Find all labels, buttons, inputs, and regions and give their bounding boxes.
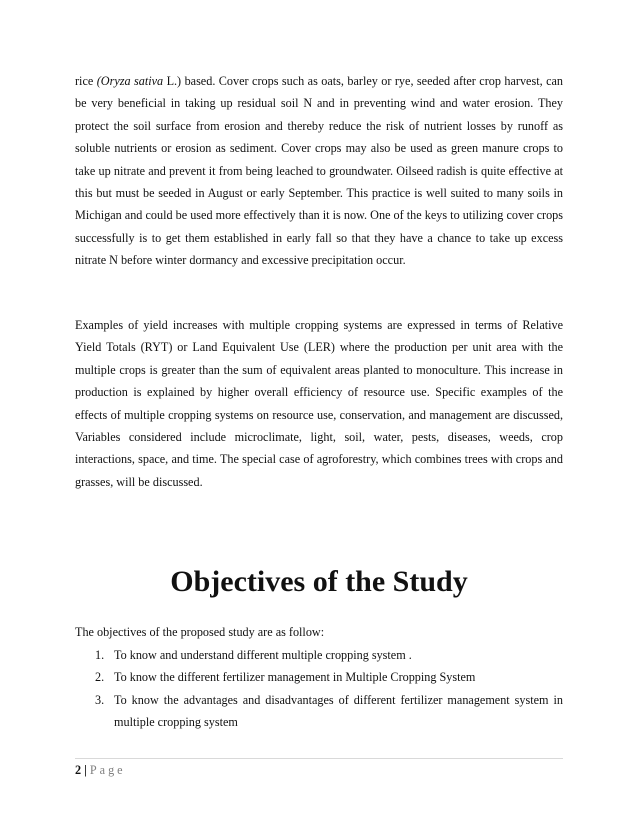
footer-separator: |: [84, 763, 87, 777]
list-item-number: 2.: [95, 670, 105, 685]
objectives-list: [75, 644, 563, 734]
body-paragraph-yield-increases: Examples of yield increases with multiple cropping systems are expressed in terms of Relative Yield Totals (RYT) or Land Equivalent Use (LER) where the production per unit area with the multiple crops is greater than the sum of equivalent areas planted to monoculture. This increase in production is explained by higher overall efficiency of resource use. Specific examples of the effects of multiple cropping systems on resource use, conservation, and management are discussed, Variables considered include microclimate, light, soil, water, pests, diseases, weeds, crop interactions, space, and time. The special case of agroforestry, which combines trees with crops and grasses, will be discussed.: [75, 318, 563, 489]
list-item-text: To know the different fertilizer management in Multiple Cropping System: [114, 670, 476, 685]
page-number: 2: [75, 763, 82, 777]
section-heading: Objectives of the Study: [170, 565, 468, 598]
list-item-number: 1.: [95, 648, 105, 662]
list-item: [75, 666, 563, 688]
page-footer: [75, 760, 126, 780]
list-item-text: To know and understand different multiple cropping system .: [114, 648, 412, 662]
objectives-intro: The objectives of the proposed study are as follow:: [75, 625, 325, 639]
page-label: Page: [89, 763, 126, 777]
paragraph-lead-text: rice: [75, 74, 97, 88]
paragraph-body-text: L.) based. Cover crops such as oats, barley or rye, seeded after crop harvest, can be very beneficial in taking up residual soil N and in preventing wind and water erosion. They protect the soil surface from erosion and thereby reduce the risk of nutrient losses by runoff as soluble nutrients or erosion as sediment. Cover crops may also be used as green manure crops to take up nitrate and prevent it from being leached to groundwater. Oilseed radish is quite effective at this but must be seeded in August or early September. This practice is well suited to many soils in Michigan and could be used more effectively than it is now. One of the keys to utilizing cover crops successfully is to get them established in early fall so that they have a chance to take up excess nitrate N before winter dormancy and excessive precipitation occur.: [75, 74, 563, 268]
list-item: [75, 689, 563, 734]
body-paragraph-cover-crops: [75, 70, 563, 272]
list-item: [75, 644, 563, 666]
scientific-name: (Oryza sativa: [96, 74, 164, 88]
list-item-text: To know the advantages and disadvantages of different fertilizer management system in multiple cropping system: [114, 692, 563, 730]
footer-divider: [75, 758, 563, 759]
list-item-number: 3.: [95, 692, 105, 707]
